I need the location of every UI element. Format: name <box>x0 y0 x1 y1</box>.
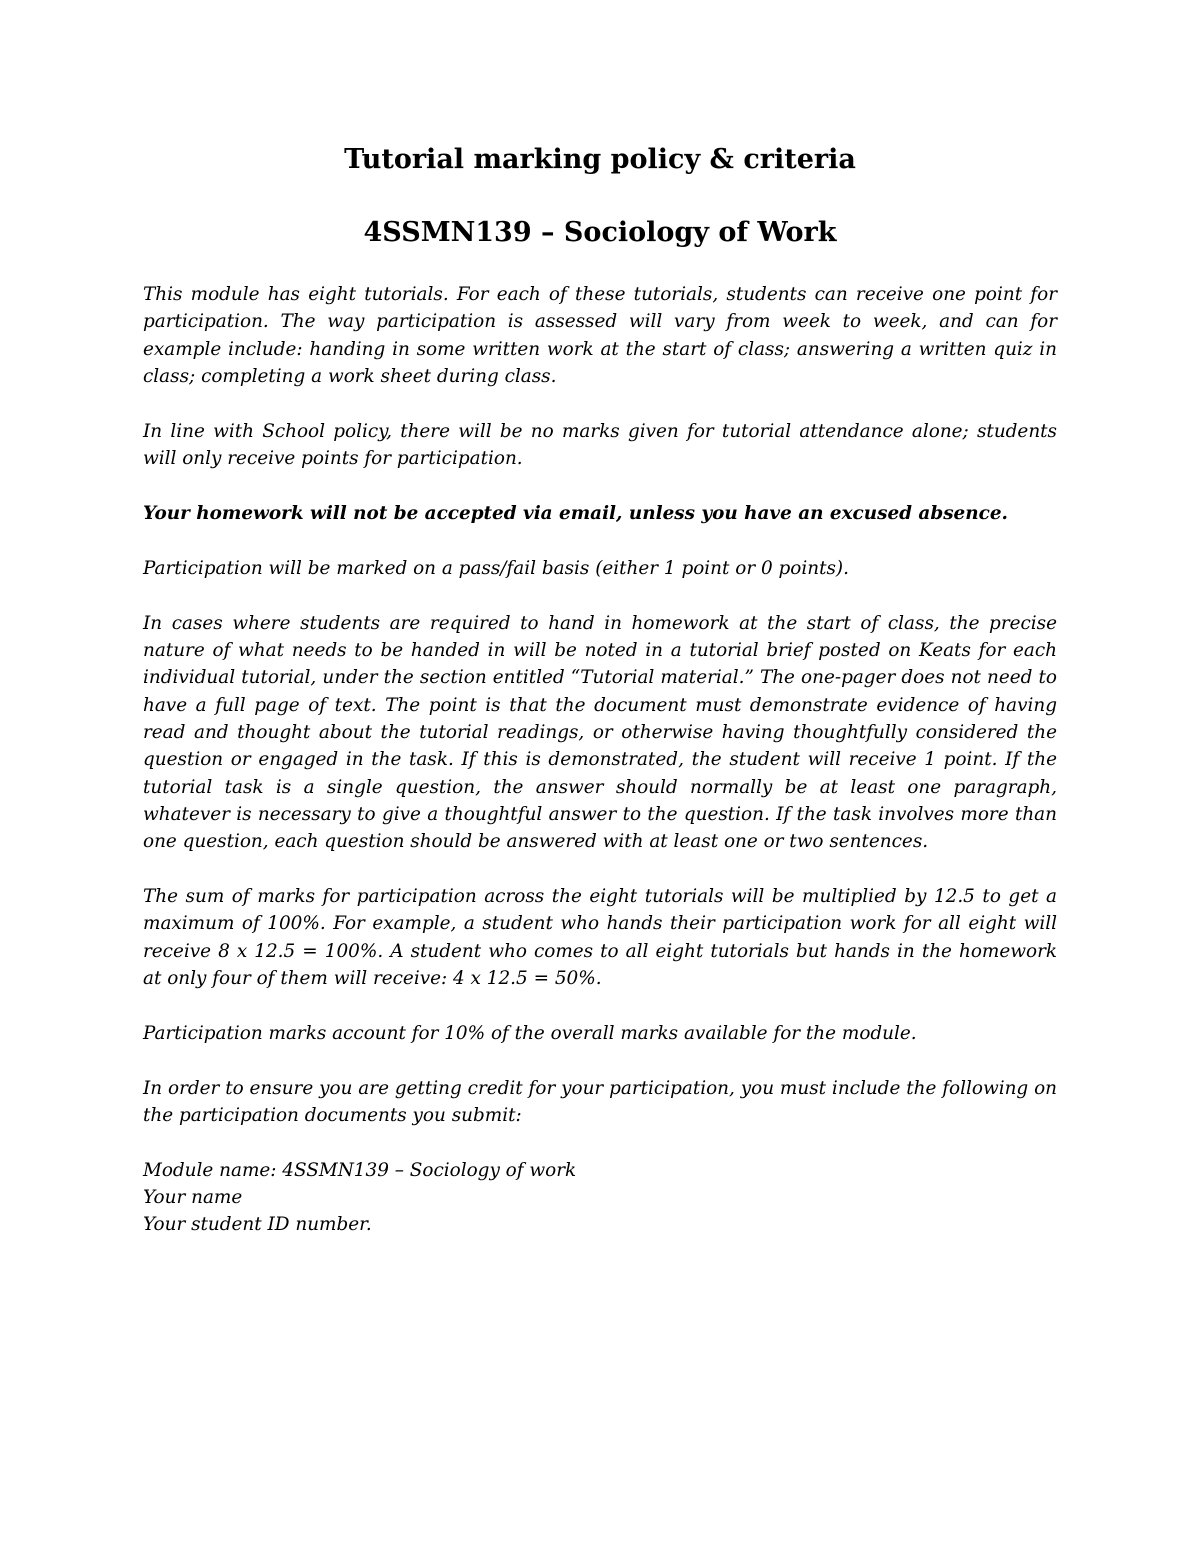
document-body <box>143 281 1057 1239</box>
paragraph-marks-weight: Participation marks account for 10% of the overall marks available for the module. <box>143 1022 917 1044</box>
paragraph-submission-requirements: In order to ensure you are getting credit for your participation, you must include the following on the participation documents you submit: <box>143 1077 1057 1126</box>
paragraph-email-notice: Your homework will not be accepted via email, unless you have an excused absence. <box>143 502 1008 524</box>
required-info-your-name: Your name <box>143 1187 243 1209</box>
required-info-student-id: Your student ID number. <box>143 1214 372 1236</box>
paragraph-intro: This module has eight tutorials. For each of these tutorials, students can receive one point for participation. The way participation is assessed will vary from week to week, and can for example include: handing in some written work at the start of class; answering a written quiz in class; completing a work sheet during class. <box>143 284 1057 387</box>
required-info-module-name: Module name: 4SSMN139 – Sociology of work <box>143 1159 577 1181</box>
document-subtitle: 4SSMN139 – Sociology of Work <box>363 217 837 248</box>
paragraph-marks-calculation: The sum of marks for participation across the eight tutorials will be multiplied by 12.5 to get a maximum of 100%. For example, a student who hands their participation work for all eight will receive 8 x 12.5 = 100%. A student who comes to all eight tutorials but hands in the homework at only four of them will receive: 4 x 12.5 = 50%. <box>143 886 1057 989</box>
paragraph-homework-details: In cases where students are required to hand in homework at the start of class, the precise nature of what needs to be handed in will be noted in a tutorial brief posted on Keats for each individual tutorial, under the section entitled “Tutorial material.” The one-pager does not need to have a full page of text. The point is that the document must demonstrate evidence of having read and thought about the tutorial readings, or otherwise having thoughtfully considered the question or engaged in the task. If this is demonstrated, the student will receive 1 point. If the tutorial task is a single question, the answer should normally be at least one paragraph, whatever is necessary to give a thoughtful answer to the question. If the task involves more than one question, each question should be answered with at least one or two sentences. <box>143 612 1057 853</box>
paragraph-pass-fail: Participation will be marked on a pass/fail basis (either 1 point or 0 points). <box>143 557 849 579</box>
document-title: Tutorial marking policy & criteria <box>344 144 856 175</box>
required-info-list <box>143 1157 1057 1239</box>
paragraph-attendance-policy: In line with School policy, there will be no marks given for tutorial attendance alone; students will only receive points for participation. <box>143 420 1057 470</box>
